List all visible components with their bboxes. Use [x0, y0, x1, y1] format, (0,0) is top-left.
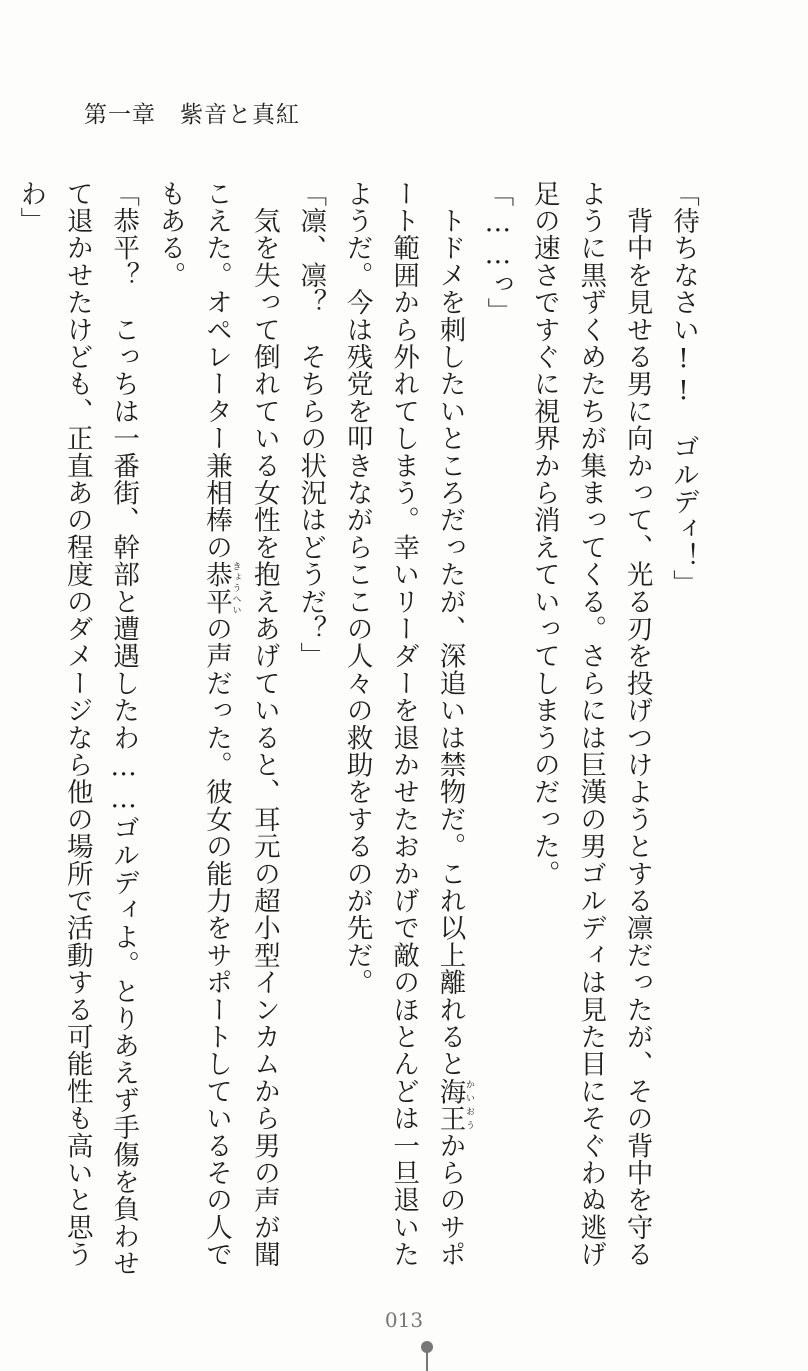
text-line: 気を失って倒れている女性を抱えあげていると、耳元の超小型インカムから男の声が聞 — [248, 180, 280, 1268]
page-number: 013 — [384, 1308, 424, 1332]
text-line: て退かせたけども、正直あの程度のダメージなら他の場所で活動する可能性も高いと思う — [61, 180, 93, 1268]
text-line: 「待ちなさい!! ゴルディ！」 — [668, 180, 699, 597]
text-line: わ」 — [15, 180, 47, 235]
body-text — [15, 180, 706, 1277]
text-line: ように黒ずくめたちが集まってくる。さらには巨漢の男ゴルディは見た目にそぐわぬ逃げ — [575, 180, 607, 1268]
text-line: 「凛、凛？ そちらの状況はどうだ？」 — [295, 180, 327, 670]
ruby-base: 恭平 — [200, 560, 232, 616]
text-line: 「恭平？ こっちは一番街、幹部と遭遇したわ……ゴルディよ。とりあえず手傷を負わせ — [108, 180, 140, 1277]
text-line — [426, 180, 474, 1269]
text-line: 「……っ」 — [482, 180, 514, 325]
text-line: 足の速さですぐに視界から消えていってしまうのだった。 — [528, 180, 560, 888]
page-marker-line — [426, 1350, 428, 1371]
text-line: ート範囲から外れてしまう。幸いリーダーを退かせたおかげで敵のほとんどは一旦退いた — [388, 180, 420, 1268]
ruby-kyouhei — [200, 560, 241, 616]
ruby-reading: きょうへい — [230, 560, 241, 616]
ruby-base: 海王 — [434, 1077, 466, 1133]
ruby-reading: かいおう — [463, 1077, 474, 1132]
text-line — [0, 180, 7, 1050]
text-line — [193, 180, 241, 1269]
text-segment: の声だった。彼女の能力をサポートしているその人で — [200, 615, 232, 1269]
text-segment: トドメを刺したいところだったが、深追いは禁物だ。これ以上離れると — [434, 180, 466, 1078]
text-segment: こえた。オペレーター兼相棒の — [200, 180, 232, 561]
text-line: 背中を見せる男に向かって、光る刃を投げつけようとする凛だったが、その背中を守る — [621, 180, 653, 1268]
ruby-kaiou — [434, 1077, 474, 1133]
text-segment: からのサポ — [434, 1132, 466, 1269]
text-line: ようだ。今は残党を叩きながらここの人々の救助をするのが先だ。 — [341, 180, 373, 996]
chapter-title: 第一章 紫音と真紅 — [84, 102, 300, 128]
text-line: もある。 — [154, 180, 186, 289]
